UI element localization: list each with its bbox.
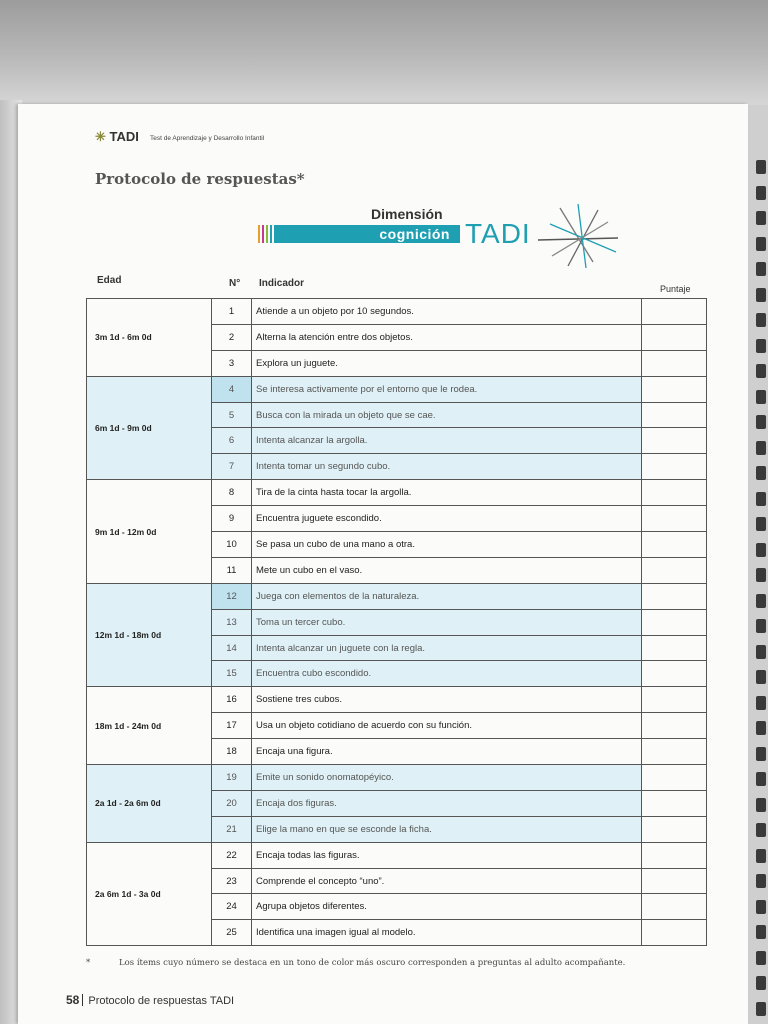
- score-cell[interactable]: [642, 713, 707, 739]
- score-cell[interactable]: [642, 480, 707, 506]
- column-header-indicator: Indicador: [259, 278, 305, 289]
- spiral-ring: [756, 619, 766, 633]
- item-number-cell: 22: [212, 842, 252, 868]
- spiral-ring: [756, 339, 766, 353]
- dimension-banner: [258, 200, 638, 272]
- spiral-ring: [756, 160, 766, 174]
- dimension-bar: [274, 225, 460, 243]
- spiral-ring: [756, 262, 766, 276]
- spiral-ring: [756, 237, 766, 251]
- spiral-ring: [756, 543, 766, 557]
- table-row: [87, 480, 707, 506]
- page-number: 58: [66, 993, 80, 1007]
- star-logo-icon: ✳: [95, 129, 106, 144]
- score-cell[interactable]: [642, 428, 707, 454]
- score-cell[interactable]: [642, 920, 707, 946]
- indicator-cell: Encaja una figura.: [252, 739, 642, 765]
- footnote-text: Los ítems cuyo número se destaca en un tono de color más oscuro corresponden a preguntas al adulto acompañante.: [119, 958, 626, 968]
- spiral-ring: [756, 441, 766, 455]
- dimension-name: cognición: [379, 226, 450, 242]
- spiral-ring: [756, 288, 766, 302]
- indicator-cell: Comprende el concepto “uno”.: [252, 868, 642, 894]
- star-burst-icon: [538, 200, 628, 272]
- item-number-cell: 21: [212, 816, 252, 842]
- spiral-ring: [756, 466, 766, 480]
- indicator-cell: Identifica una imagen igual al modelo.: [252, 920, 642, 946]
- item-number-cell: 2: [212, 324, 252, 350]
- score-cell[interactable]: [642, 790, 707, 816]
- response-table: [86, 298, 707, 946]
- spiral-ring: [756, 951, 766, 965]
- indicator-cell: Agrupa objetos diferentes.: [252, 894, 642, 920]
- item-number-cell: 5: [212, 402, 252, 428]
- item-number-cell: 12: [212, 583, 252, 609]
- item-number-cell: 8: [212, 480, 252, 506]
- spiral-ring: [756, 772, 766, 786]
- item-number-cell: 4: [212, 376, 252, 402]
- indicator-cell: Encaja todas las figuras.: [252, 842, 642, 868]
- spiral-ring: [756, 568, 766, 582]
- spiral-ring: [756, 670, 766, 684]
- spiral-ring: [756, 390, 766, 404]
- spiral-ring: [756, 900, 766, 914]
- indicator-cell: Encuentra cubo escondido.: [252, 661, 642, 687]
- spiral-ring: [756, 364, 766, 378]
- indicator-cell: Encaja dos figuras.: [252, 790, 642, 816]
- item-number-cell: 23: [212, 868, 252, 894]
- indicator-cell: Alterna la atención entre dos objetos.: [252, 324, 642, 350]
- item-number-cell: 19: [212, 765, 252, 791]
- column-header-number: N°: [229, 278, 241, 289]
- background-shadow: [0, 0, 768, 105]
- score-cell[interactable]: [642, 324, 707, 350]
- table-row: [87, 687, 707, 713]
- header-logo-text: TADI: [109, 129, 139, 144]
- score-cell[interactable]: [642, 506, 707, 532]
- spiral-ring: [756, 874, 766, 888]
- age-range-cell: 18m 1d - 24m 0d: [87, 687, 212, 765]
- age-range-cell: 9m 1d - 12m 0d: [87, 480, 212, 584]
- spiral-ring: [756, 186, 766, 200]
- item-number-cell: 24: [212, 894, 252, 920]
- spiral-binding: [752, 160, 768, 1024]
- score-cell[interactable]: [642, 583, 707, 609]
- indicator-cell: Busca con la mirada un objeto que se cae.: [252, 402, 642, 428]
- score-cell[interactable]: [642, 532, 707, 558]
- score-cell[interactable]: [642, 299, 707, 325]
- score-cell[interactable]: [642, 454, 707, 480]
- score-cell[interactable]: [642, 402, 707, 428]
- item-number-cell: 15: [212, 661, 252, 687]
- table-row: [87, 583, 707, 609]
- spiral-ring: [756, 976, 766, 990]
- footnote-mark: *: [86, 958, 91, 968]
- indicator-cell: Usa un objeto cotidiano de acuerdo con su función.: [252, 713, 642, 739]
- indicator-cell: Encuentra juguete escondido.: [252, 506, 642, 532]
- age-range-cell: 12m 1d - 18m 0d: [87, 583, 212, 687]
- spiral-ring: [756, 492, 766, 506]
- indicator-cell: Explora un juguete.: [252, 350, 642, 376]
- spiral-ring: [756, 849, 766, 863]
- item-number-cell: 3: [212, 350, 252, 376]
- header-logo: [95, 129, 139, 145]
- score-cell[interactable]: [642, 350, 707, 376]
- spiral-ring: [756, 594, 766, 608]
- spiral-ring: [756, 798, 766, 812]
- header-subtitle: Test de Aprendizaje y Desarrollo Infantil: [150, 135, 265, 142]
- column-header-score: Puntaje: [660, 284, 691, 294]
- item-number-cell: 7: [212, 454, 252, 480]
- indicator-cell: Intenta alcanzar un juguete con la regla.: [252, 635, 642, 661]
- spiral-ring: [756, 645, 766, 659]
- score-cell[interactable]: [642, 687, 707, 713]
- score-cell[interactable]: [642, 661, 707, 687]
- column-header-age: Edad: [97, 275, 122, 286]
- score-cell[interactable]: [642, 557, 707, 583]
- score-cell[interactable]: [642, 376, 707, 402]
- item-number-cell: 14: [212, 635, 252, 661]
- footer-label: Protocolo de respuestas TADI: [88, 995, 235, 1007]
- indicator-cell: Elige la mano en que se esconde la ficha.: [252, 816, 642, 842]
- indicator-cell: Mete un cubo en el vaso.: [252, 557, 642, 583]
- spiral-ring: [756, 696, 766, 710]
- item-number-cell: 11: [212, 557, 252, 583]
- item-number-cell: 18: [212, 739, 252, 765]
- score-cell[interactable]: [642, 816, 707, 842]
- indicator-cell: Emite un sonido onomatopéyico.: [252, 765, 642, 791]
- score-cell[interactable]: [642, 765, 707, 791]
- item-number-cell: 1: [212, 299, 252, 325]
- table-row: [87, 765, 707, 791]
- score-cell[interactable]: [642, 635, 707, 661]
- table-row: [87, 299, 707, 325]
- indicator-cell: Atiende a un objeto por 10 segundos.: [252, 299, 642, 325]
- score-cell[interactable]: [642, 739, 707, 765]
- age-range-cell: 6m 1d - 9m 0d: [87, 376, 212, 480]
- spiral-ring: [756, 1002, 766, 1016]
- spiral-ring: [756, 925, 766, 939]
- age-range-cell: 2a 1d - 2a 6m 0d: [87, 765, 212, 843]
- item-number-cell: 17: [212, 713, 252, 739]
- item-number-cell: 13: [212, 609, 252, 635]
- table-row: [87, 376, 707, 402]
- indicator-cell: Toma un tercer cubo.: [252, 609, 642, 635]
- spiral-ring: [756, 823, 766, 837]
- indicator-cell: Se interesa activamente por el entorno que le rodea.: [252, 376, 642, 402]
- spiral-ring: [756, 517, 766, 531]
- indicator-cell: Juega con elementos de la naturaleza.: [252, 583, 642, 609]
- item-number-cell: 9: [212, 506, 252, 532]
- item-number-cell: 6: [212, 428, 252, 454]
- spiral-ring: [756, 313, 766, 327]
- table-row: [87, 842, 707, 868]
- indicator-cell: Se pasa un cubo de una mano a otra.: [252, 532, 642, 558]
- spiral-ring: [756, 721, 766, 735]
- indicator-cell: Tira de la cinta hasta tocar la argolla.: [252, 480, 642, 506]
- indicator-cell: Sostiene tres cubos.: [252, 687, 642, 713]
- score-cell[interactable]: [642, 842, 707, 868]
- page-footer: [66, 993, 234, 1007]
- spiral-ring: [756, 211, 766, 225]
- indicator-cell: Intenta alcanzar la argolla.: [252, 428, 642, 454]
- item-number-cell: 20: [212, 790, 252, 816]
- item-number-cell: 16: [212, 687, 252, 713]
- score-cell[interactable]: [642, 609, 707, 635]
- brand-title: TADI: [465, 218, 531, 249]
- score-cell[interactable]: [642, 868, 707, 894]
- section-title: Protocolo de respuestas*: [95, 170, 305, 188]
- spiral-ring: [756, 415, 766, 429]
- item-number-cell: 25: [212, 920, 252, 946]
- indicator-cell: Intenta tomar un segundo cubo.: [252, 454, 642, 480]
- score-cell[interactable]: [642, 894, 707, 920]
- item-number-cell: 10: [212, 532, 252, 558]
- spiral-ring: [756, 747, 766, 761]
- age-range-cell: 3m 1d - 6m 0d: [87, 299, 212, 377]
- dimension-label: Dimensión: [371, 206, 443, 222]
- age-range-cell: 2a 6m 1d - 3a 0d: [87, 842, 212, 946]
